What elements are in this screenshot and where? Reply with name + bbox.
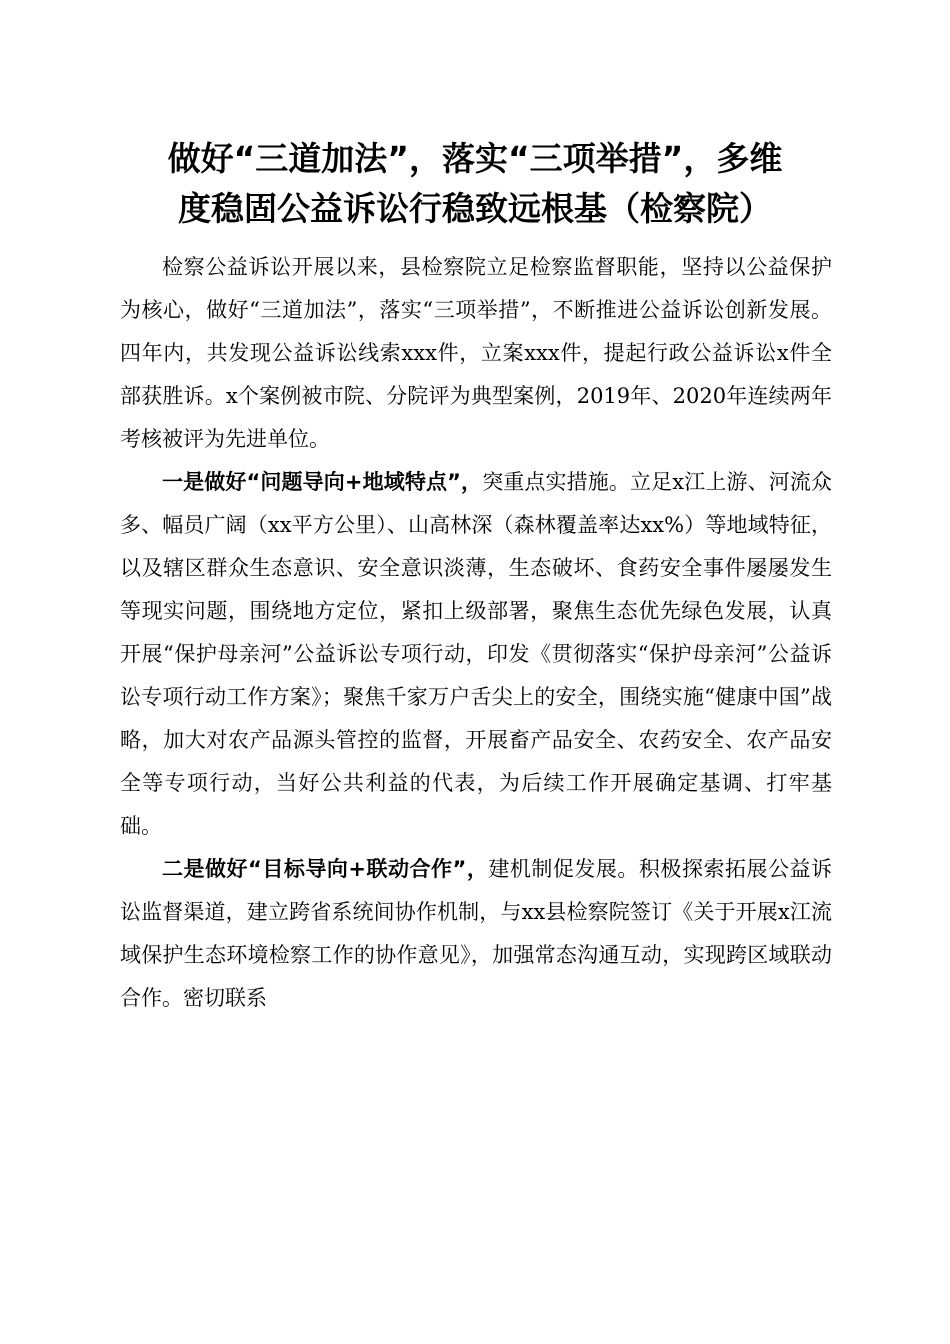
document-body bbox=[120, 246, 832, 1020]
paragraph-point-one bbox=[120, 461, 832, 848]
document-title bbox=[100, 134, 850, 234]
paragraph-point-two-text: 建机制促发展。积极探索拓展公益诉讼监督渠道，建立跨省系统间协作机制，与xx县检察院签订《关于开展x江流域保护生态环境检察工作的协作意见》，加强常态沟通互动，实现跨区域联动合作。密切联系 bbox=[120, 857, 833, 1010]
paragraph-point-two-lead: 二是做好“目标导向+联动合作”， bbox=[162, 857, 489, 881]
paragraph-point-one-lead: 一是做好“问题导向+地域特点”， bbox=[162, 470, 483, 494]
title-line-2: 度稳固公益诉讼行稳致远根基（检察院） bbox=[178, 189, 772, 228]
paragraph-point-one-text: 突重点实措施。立足x江上游、河流众多、幅员广阔（xx平方公里）、山高林深（森林覆盖率达xx%）等地域特征，以及辖区群众生态意识、安全意识淡薄，生态破坏、食药安全事件屡屡发生等现实问题，围绕地方定位，紧扣上级部署，聚焦生态优先绿色发展，认真开展“保护母亲河”公益诉讼专项行动，印发《贯彻落实“保护母亲河”公益诉讼专项行动工作方案》；聚焦千家万户舌尖上的安全，围绕实施“健康中国”战略，加大对农产品源头管控的监督，开展畜产品安全、农药安全、农产品安全等专项行动，当好公共利益的代表，为后续工作开展确定基调、打牢基础。 bbox=[120, 470, 833, 838]
paragraph-intro bbox=[120, 246, 832, 461]
title-line-1: 做好“三道加法”，落实“三项举措”，多维 bbox=[167, 139, 783, 178]
paragraph-point-two bbox=[120, 848, 832, 1020]
paragraph-intro-text: 检察公益诉讼开展以来，县检察院立足检察监督职能，坚持以公益保护为核心，做好“三道加法”，落实“三项举措”，不断推进公益诉讼创新发展。四年内，共发现公益诉讼线索xxx件，立案xxx件，提起行政公益诉讼x件全部获胜诉。x个案例被市院、分院评为典型案例，2019年、2020年连续两年考核被评为先进单位。 bbox=[120, 255, 832, 451]
